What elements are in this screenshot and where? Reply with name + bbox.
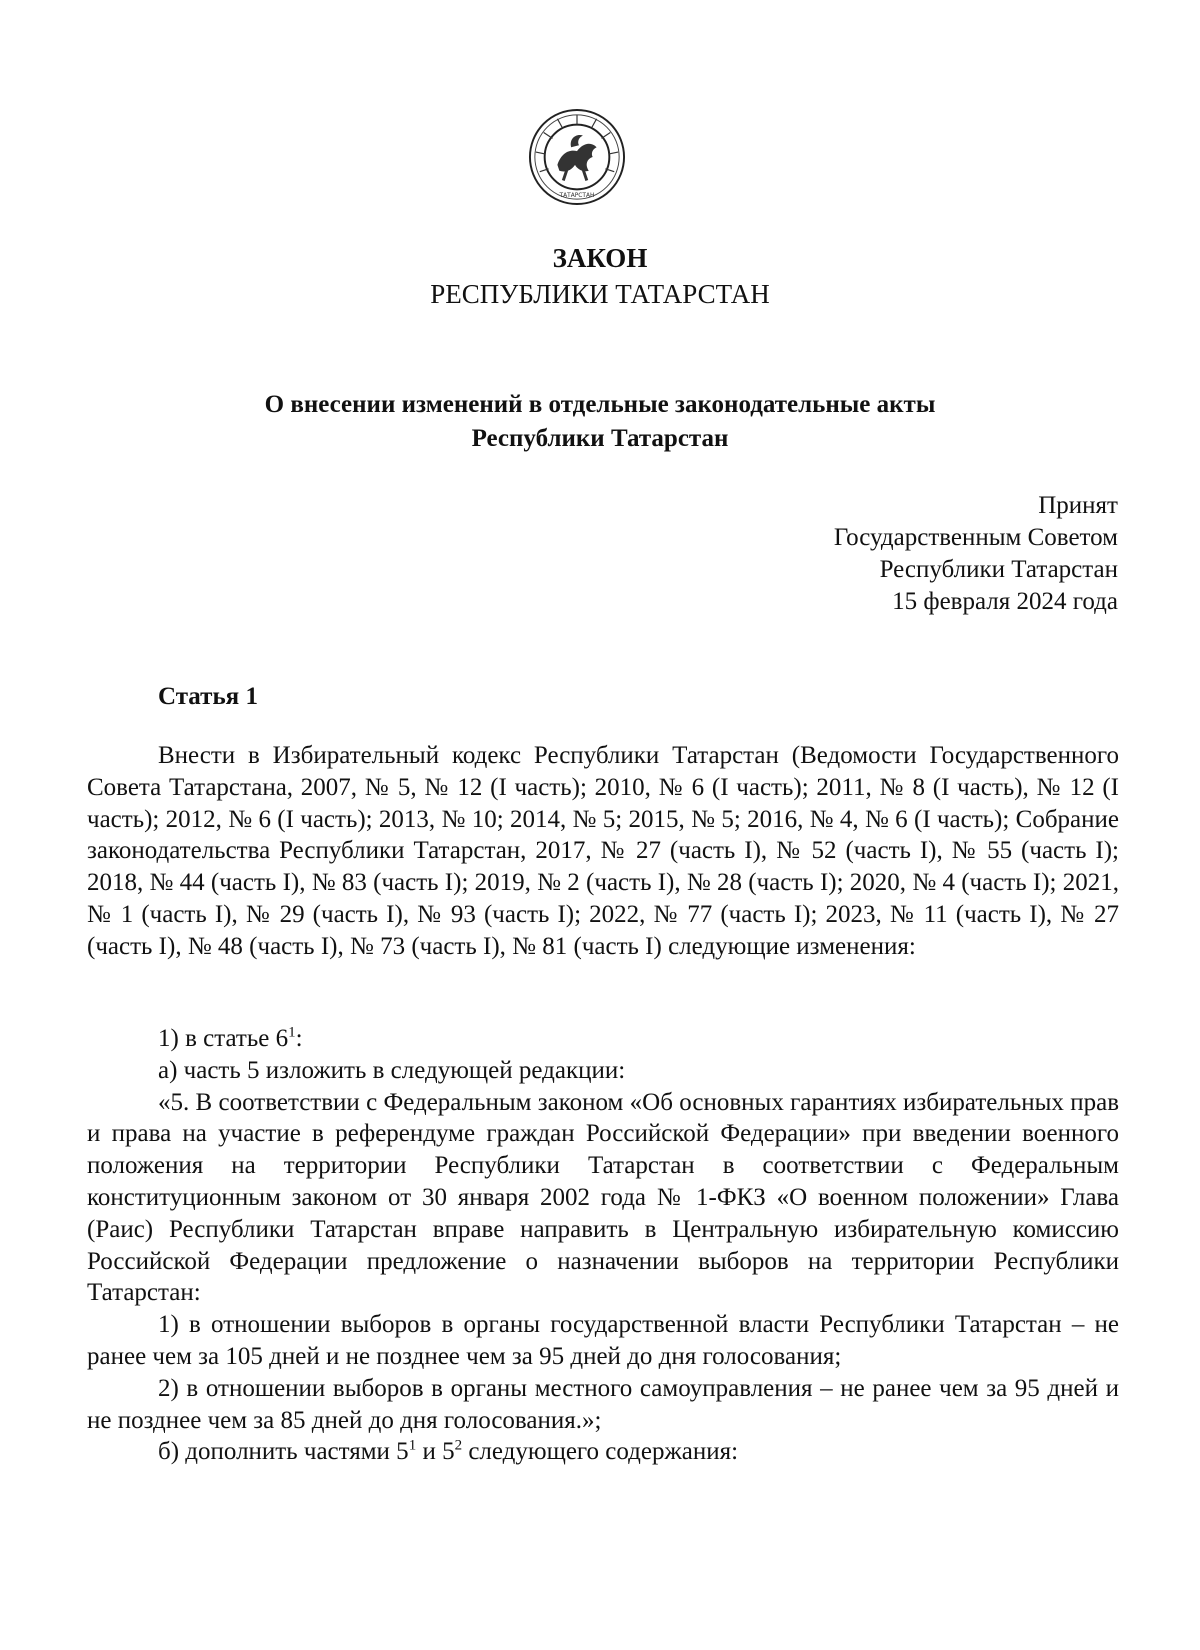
article-intro-block xyxy=(87,740,1119,963)
item-1-a: а) часть 5 изложить в следующей редакции: xyxy=(158,1056,626,1084)
law-subject-line-1: О внесении изменений в отдельные законодательные акты xyxy=(264,391,936,418)
adoption-block xyxy=(834,490,1118,618)
tatarstan-coat-of-arms-icon xyxy=(528,108,626,206)
svg-text:ТАТАРСТАН: ТАТАРСТАН xyxy=(559,193,595,200)
adoption-date: 15 февраля 2024 года xyxy=(892,588,1118,615)
item-1: 1) в статье $6^1$: xyxy=(158,1024,303,1052)
law-subtitle: РЕСПУБЛИКИ ТАТАРСТАН xyxy=(430,279,770,309)
article-heading: Статья 1 xyxy=(158,683,258,710)
law-subject-line-2: Республики Татарстан xyxy=(471,425,729,452)
adoption-line-3: Республики Татарстан xyxy=(879,556,1118,583)
item-1-b: б) дополнить частями $5^1$ и $5^2$ следующего содержания: xyxy=(158,1438,739,1466)
quoted-subitem-1: 1) в отношении выборов в органы государственной власти Республики Татарстан – не ранее чем за 105 дней и не позднее чем за 95 дней до дня голосования; xyxy=(87,1311,1119,1370)
quoted-subitem-2: 2) в отношении выборов в органы местного самоуправления – не ранее чем за 95 дней и не позднее чем за 85 дней до дня голосования.»; xyxy=(87,1374,1119,1434)
adoption-line-1: Принят xyxy=(1038,492,1118,519)
article-items-block xyxy=(87,1023,1119,1468)
article-intro: Внести в Избирательный кодекс Республики Татарстан (Ведомости Государственного Совета Татарстана, 2007, № 5, № 12 (I часть); 2010, № 6 (I часть); 2011, № 8 (I часть), № 12 (I часть); 2012, № 6 (I часть); 2013, № 10; 2014, № 5; 2015, № 5; 2016, № 4, № 6 (I часть); Собрание законодательства Республики Татарстан, 2017, № 27 (часть I), № 52 (часть I), № 55 (часть I); 2018, № 44 (часть I), № 83 (часть I); 2019, № 2 (часть I), № 28 (часть I); 2020, № 4 (часть I); 2021, № 1 (часть I), № 29 (часть I), № 93 (часть I); 2022, № 77 (часть I); 2023, № 11 (часть I), № 27 (часть I), № 48 (часть I), № 73 (часть I), № 81 (часть I) следующие изменения: xyxy=(87,742,1119,960)
adoption-line-2: Государственным Советом xyxy=(833,524,1118,551)
quoted-part-5: «5. В соответствии с Федеральным законом «Об основных гарантиях избирательных прав и права на участие в референдуме граждан Российской Федерации» при введении военного положения на территории Республики Татарстан в соответствии с Федеральным конституционным законом от 30 января 2002 года № 1-ФКЗ «О военном положении» Глава (Раис) Республики Татарстан вправе направить в Центральную избирательную комиссию Российской Федерации предложение о назначении выборов на территории Республики Татарстан: xyxy=(87,1088,1119,1307)
law-title: ЗАКОН xyxy=(552,243,648,273)
